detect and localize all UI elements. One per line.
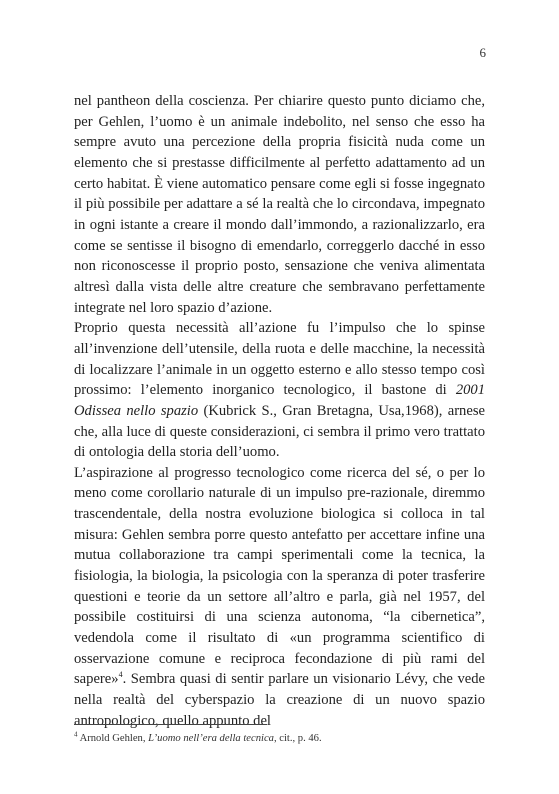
paragraph-1 — [74, 91, 485, 318]
footnote-separator — [74, 724, 267, 725]
paragraph-3 — [74, 463, 485, 732]
footnote-number: 4 — [74, 730, 78, 739]
footnote-book-title: L’uomo nell’era della tecnica — [148, 733, 274, 744]
paragraph-3-text-end: . Sembra quasi di sentir parlare un visionario Lévy, che vede nella realtà del cyberspazio la creazione di un nuovo spazio antropologico, quello appunto del — [74, 671, 485, 729]
page-number: 6 — [479, 45, 486, 60]
film-title: 2001 Odissea nello spazio — [74, 382, 485, 419]
paragraph-2-text-start: Proprio questa necessità all’azione fu l’impulso che lo spinse all’invenzione dell’utensile, della ruota e delle macchine, la necessità di localizzare l’animale in un oggetto esterno e allo stesso tempo così prossimo: l’elemento inorganico tecnologico, il bastone di — [74, 320, 485, 399]
footnote — [74, 732, 485, 746]
footnote-reference[interactable]: 4 — [118, 670, 123, 680]
paragraph-2 — [74, 318, 485, 463]
paragraph-2-text-end: (Kubrick S., Gran Bretagna, Usa,1968), arnese che, alla luce di queste considerazioni, ci sembra il primo vero trattato di ontologia della storia dell’uomo. — [74, 402, 485, 461]
body-text — [74, 91, 485, 731]
footnote-author: Arnold Gehlen, — [77, 733, 149, 744]
paragraph-1-text: nel pantheon della coscienza. Per chiarire questo punto diciamo che, per Gehlen, l’uomo è un animale indebolito, nel senso che esso ha sempre avuto una percezione della propria fisicità nuda come un elemento che si prestasse difficilmente al perfetto adattamento ad un certo habitat. È viene automatico pensare come egli si fosse ingegnato il più possibile per adattare a sé la realtà che lo circondava, impegnato in ogni istante a creare il mondo dall’immondo, a razionalizzarlo, era come se sentisse il bisogno di emendarlo, correggerlo dacché in esso non riconoscesse il proprio posto, sensazione che veniva alimentata altresì dalla vista delle altre creature che sembravano perfettamente integrate nel loro spazio d’azione. — [74, 93, 485, 316]
paragraph-3-text-start: L’aspirazione al progresso tecnologico come ricerca del sé, o per lo meno come corollario naturale di un impulso pre-razionale, diremmo trascendentale, della nostra evoluzione biologica si colloca in tal misura: Gehlen sembra porre questo antefatto per accettare infine una mutua collaborazione tra campi sperimentali come la tecnica, la fisiologia, la biologia, la psicologia con la speranza di poter trasferire questioni e teorie da un settore all’altro e parla, già nel 1957, del possibile costituirsi di una scienza autonoma, “la cibernetica”, vedendola come il risultato di «un programma scientifico di osservazione comune e reciproca fecondazione di più rami del sapere» — [74, 464, 485, 688]
footnote-citation: , cit., p. 46. — [273, 733, 322, 744]
